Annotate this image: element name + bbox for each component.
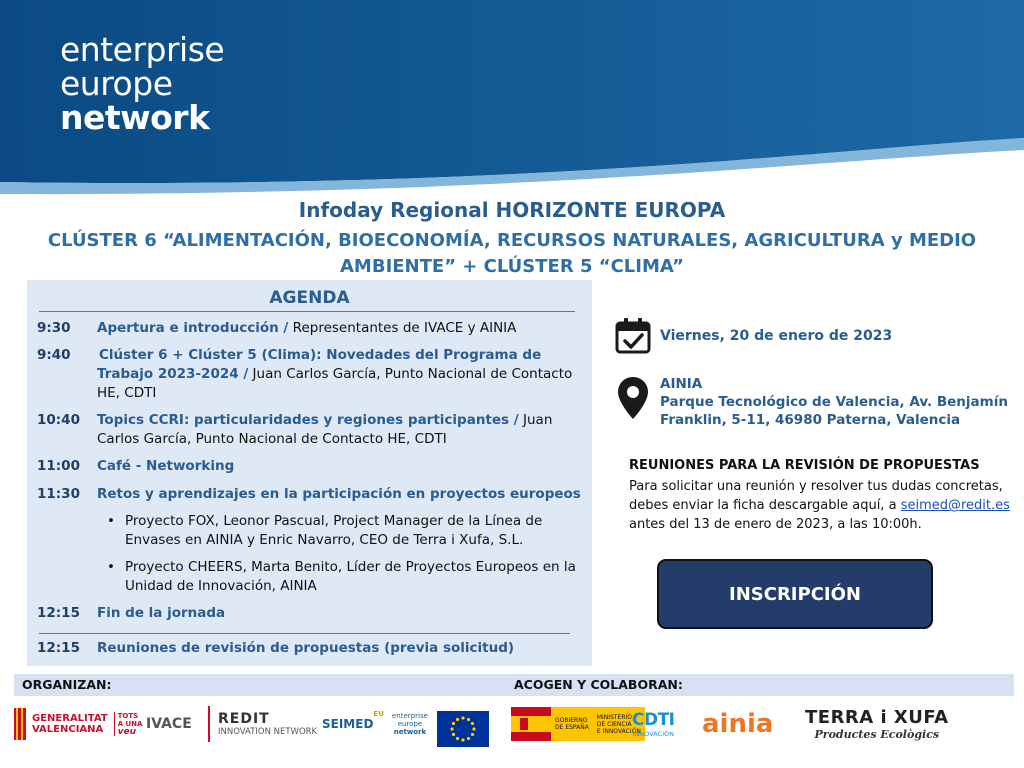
email-link[interactable]: seimed@redit.es bbox=[900, 498, 1010, 513]
ainia-text: ainia bbox=[702, 709, 774, 739]
tots-text-2: A UNA bbox=[117, 720, 143, 728]
brand-line-1: enterprise bbox=[60, 30, 225, 69]
seimed-eu: EU bbox=[373, 710, 384, 718]
gob-text-2: DE ESPAÑA bbox=[555, 724, 589, 731]
agenda-time: 9:40 bbox=[37, 347, 71, 363]
agenda-speaker: Juan Carlos García, Punto Nacional de Contacto HE, CDTI bbox=[97, 412, 553, 447]
min-text-2: DE CIENCIA bbox=[596, 720, 632, 728]
redit-bar bbox=[208, 706, 210, 742]
agenda-topic: Topics CCRI: particularidades y regiones participantes / bbox=[97, 412, 519, 428]
min-text-3: E INNOVACIÓN bbox=[596, 727, 641, 735]
bullet-text: Proyecto CHEERS, Marta Benito, Líder de Proyectos Europeos en la Unidad de Innovación, AINIA bbox=[125, 559, 576, 594]
agenda-topic: Retos y aprendizajes en la participación en proyectos europeos bbox=[97, 486, 581, 502]
een-small-1: enterprise bbox=[392, 712, 428, 720]
een-small-logo bbox=[392, 702, 428, 746]
agenda-time: 10:40 bbox=[37, 412, 80, 428]
gva-text-2: VALENCIANA bbox=[32, 724, 104, 735]
agenda-divider bbox=[39, 633, 570, 634]
agenda-topic: Clúster 6 + Clúster 5 (Clima): Novedades del Programa de Trabajo 2023-2024 / bbox=[97, 347, 542, 382]
een-small-3: network bbox=[393, 728, 427, 736]
redit-logo bbox=[208, 702, 317, 746]
header-banner bbox=[0, 0, 1024, 200]
cdti-logo bbox=[632, 702, 675, 746]
agenda-time: 11:30 bbox=[37, 486, 80, 502]
agenda-panel bbox=[27, 280, 592, 666]
agenda-topic: Fin de la jornada bbox=[97, 605, 226, 621]
venue-name: AINIA bbox=[660, 376, 703, 392]
agenda-topic: Café - Networking bbox=[97, 458, 235, 474]
event-date: Viernes, 20 de enero de 2023 bbox=[660, 328, 893, 344]
seimed-text: SEIMED bbox=[322, 717, 374, 731]
cdti-text: CDTI bbox=[632, 710, 675, 730]
agenda-time: 12:15 bbox=[37, 605, 80, 621]
tots-text-3: veu bbox=[117, 727, 136, 737]
coat-of-arms-icon bbox=[12, 706, 28, 742]
agenda-heading-rule bbox=[39, 311, 575, 312]
terra-sub: Productes Ecològics bbox=[814, 728, 940, 741]
agenda-time: 11:00 bbox=[37, 458, 80, 474]
terra-i-xufa-logo bbox=[805, 702, 949, 746]
generalitat-valenciana-logo bbox=[12, 702, 142, 746]
terra-text: TERRA i XUFA bbox=[805, 707, 949, 728]
bullet-dot: • bbox=[107, 513, 115, 529]
ivace-logo bbox=[146, 702, 192, 746]
enterprise-europe-network-logo bbox=[60, 30, 225, 137]
bullet-dot: • bbox=[107, 559, 115, 575]
gobierno-espana-logo bbox=[511, 702, 645, 746]
venue-address: Parque Tecnológico de Valencia, Av. Benjamín Franklin, 5-11, 46980 Paterna, Valencia bbox=[660, 394, 1008, 428]
redit-sub: INNOVATION NETWORK bbox=[218, 727, 318, 737]
gob-text-1: GOBIERNO bbox=[555, 717, 588, 724]
seimed-logo bbox=[322, 702, 384, 746]
bullet-text: Proyecto FOX, Leonor Pascual, Project Manager de la Línea de Envases en AINIA y Enric Navarro, CEO de Terra i Xufa, S.L. bbox=[125, 513, 543, 548]
brand-line-3: network bbox=[60, 98, 210, 137]
meetings-text-after: antes del 13 de enero de 2023, a las 10:00h. bbox=[629, 517, 922, 532]
collaborators-label: ACOGEN Y COLABORAN: bbox=[514, 677, 683, 692]
agenda-topic: Reuniones de revisión de propuestas (previa solicitud) bbox=[97, 640, 515, 656]
agenda-heading: AGENDA bbox=[269, 288, 350, 308]
calendar-icon bbox=[614, 317, 652, 355]
ainia-logo bbox=[702, 702, 773, 746]
cdti-sub: INNOVACIÓN bbox=[632, 730, 674, 738]
brand-line-2: europe bbox=[60, 64, 173, 103]
agenda-topic: Apertura e introducción / bbox=[97, 320, 289, 336]
eu-flag-icon bbox=[437, 707, 489, 751]
agenda-speaker: Juan Carlos García, Punto Nacional de Contacto HE, CDTI bbox=[97, 366, 573, 401]
organizers-label: ORGANIZAN: bbox=[22, 677, 112, 692]
ivace-text: IVACE bbox=[146, 716, 192, 732]
location-pin-icon bbox=[616, 375, 650, 421]
page-subtitle: CLÚSTER 6 “ALIMENTACIÓN, BIOECONOMÍA, RECURSOS NATURALES, AGRICULTURA y MEDIO AMBIENTE” + CLÚSTER 5 “CLIMA” bbox=[47, 230, 977, 277]
registration-button[interactable]: INSCRIPCIÓN bbox=[657, 559, 933, 629]
min-text-1: MINISTERIO bbox=[596, 713, 632, 721]
een-small-2: europe bbox=[397, 720, 423, 728]
page-title: Infoday Regional HORIZONTE EUROPA bbox=[298, 198, 726, 222]
spain-crest-icon bbox=[511, 707, 551, 741]
event-venue bbox=[660, 375, 1010, 429]
meetings-title: REUNIONES PARA LA REVISIÓN DE PROPUESTAS bbox=[629, 458, 980, 473]
meetings-text-before: Para solicitar una reunión y resolver tus dudas concretas, debes enviar la ficha descargable aquí, a bbox=[629, 479, 1003, 513]
agenda-time: 9:30 bbox=[37, 320, 71, 336]
gva-text-1: GENERALITAT bbox=[32, 713, 108, 724]
tots-text-1: TOTS bbox=[117, 712, 139, 720]
redit-text: REDIT bbox=[218, 711, 270, 727]
agenda-time: 12:15 bbox=[37, 640, 80, 656]
agenda-speaker: Representantes de IVACE y AINIA bbox=[288, 320, 517, 336]
meetings-text bbox=[629, 477, 1019, 534]
